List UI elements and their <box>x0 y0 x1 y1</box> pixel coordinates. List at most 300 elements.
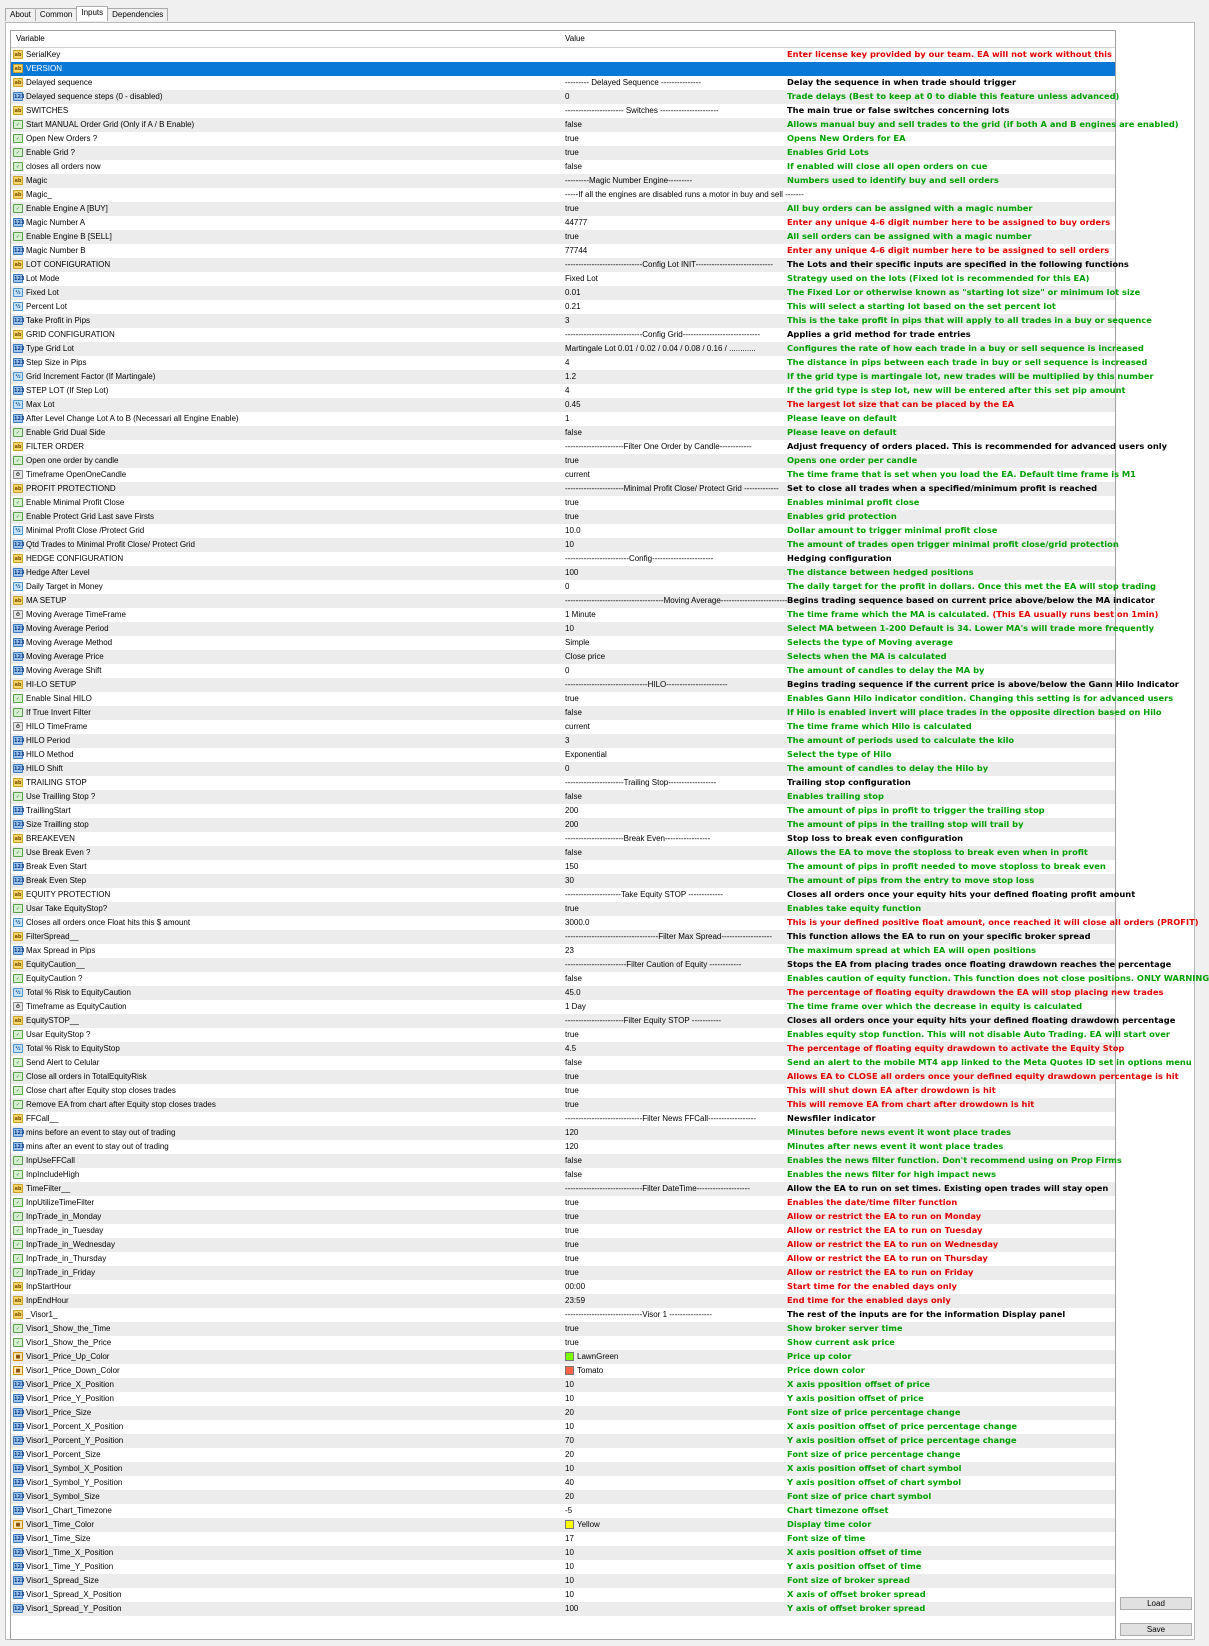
value-cell[interactable] <box>565 358 569 367</box>
value-cell[interactable] <box>565 1534 574 1543</box>
annotation-note: Delay the sequence in when trade should trigger <box>787 77 1017 87</box>
table-row[interactable] <box>11 300 1115 314</box>
table-row[interactable] <box>11 272 1115 286</box>
value-cell[interactable] <box>565 708 582 717</box>
table-row[interactable] <box>11 1322 1115 1336</box>
table-row[interactable] <box>11 1238 1115 1252</box>
table-row[interactable] <box>11 1462 1115 1476</box>
table-row[interactable] <box>11 314 1152 328</box>
value-cell[interactable] <box>565 610 596 619</box>
double-type-icon: ½ <box>13 582 23 591</box>
annotation-note: The amount of pips in the trailing stop will trail by <box>787 819 1024 829</box>
value-cell[interactable] <box>565 1114 756 1123</box>
value-cell[interactable] <box>565 960 741 969</box>
value-cell[interactable] <box>565 414 569 423</box>
value-cell[interactable] <box>565 638 589 647</box>
value-cell[interactable] <box>565 204 579 213</box>
table-row[interactable] <box>11 1574 1115 1588</box>
integer-type-icon: 123 <box>14 948 25 954</box>
value-cell[interactable] <box>565 134 579 143</box>
value-cell[interactable] <box>565 372 576 381</box>
table-row[interactable] <box>11 1350 1115 1364</box>
table-row[interactable] <box>11 1182 1115 1196</box>
table-row[interactable] <box>11 468 1136 482</box>
table-row[interactable] <box>11 636 1115 650</box>
table-row[interactable] <box>11 1042 1125 1056</box>
value-cell[interactable] <box>565 1310 712 1319</box>
variable-name: Moving Average TimeFrame <box>26 610 126 619</box>
table-row[interactable] <box>11 776 1115 790</box>
variable-name: InpTrade_in_Friday <box>26 1268 96 1277</box>
value-text: 23:59 <box>565 1296 586 1305</box>
value-cell[interactable] <box>565 946 574 955</box>
annotation-note: All buy orders can be assigned with a magic number <box>787 203 1033 213</box>
table-row[interactable] <box>11 1378 1115 1392</box>
table-row[interactable] <box>11 1196 1115 1210</box>
boolean-type-icon: ✓ <box>13 1198 23 1207</box>
inputs-grid <box>10 30 1209 1640</box>
value-cell[interactable] <box>565 1282 585 1291</box>
value-cell[interactable] <box>565 540 574 549</box>
value-cell[interactable] <box>565 260 773 269</box>
table-row[interactable] <box>11 1126 1115 1140</box>
value-cell[interactable] <box>565 232 579 241</box>
table-row[interactable] <box>11 874 1115 888</box>
value-cell[interactable] <box>565 1268 579 1277</box>
variable-name: Max Lot <box>26 400 55 409</box>
table-row[interactable] <box>11 916 1199 930</box>
variable-name: TRAILING STOP <box>26 778 87 787</box>
value-cell[interactable] <box>565 694 579 703</box>
value-cell[interactable] <box>565 1604 578 1613</box>
value-text: 0 <box>565 666 570 675</box>
table-row[interactable] <box>11 888 1136 902</box>
boolean-type-icon: ✓ <box>13 1240 23 1249</box>
table-row[interactable] <box>11 594 1155 608</box>
table-row[interactable] <box>11 1084 1115 1098</box>
annotation-note: This is your defined positive float amount, once reached it will close all orders (PROFIT) <box>787 917 1199 927</box>
value-cell[interactable] <box>565 1366 603 1375</box>
value-cell[interactable] <box>565 302 581 311</box>
value-cell[interactable] <box>565 652 605 661</box>
table-row[interactable] <box>11 412 1115 426</box>
value-cell[interactable] <box>565 1212 579 1221</box>
table-row[interactable] <box>11 720 1115 734</box>
value-cell[interactable] <box>565 1170 582 1179</box>
variable-name: Enable Minimal Profit Close <box>26 498 125 507</box>
table-row[interactable] <box>11 1476 1115 1490</box>
value-cell[interactable] <box>565 1072 579 1081</box>
table-row[interactable] <box>11 1336 1115 1350</box>
table-row[interactable] <box>11 496 1115 510</box>
value-cell[interactable] <box>565 848 582 857</box>
save-button[interactable]: Save <box>1120 1623 1192 1636</box>
table-row[interactable] <box>11 454 1115 468</box>
column-header-variable[interactable]: Variable <box>16 34 45 43</box>
variable-name: InpStartHour <box>26 1282 72 1291</box>
annotation-note: The percentage of floating equity drawdown to activate the Equity Stop <box>787 1043 1125 1053</box>
table-row[interactable] <box>11 930 1115 944</box>
value-cell[interactable] <box>565 764 569 773</box>
value-text: 1.2 <box>565 372 577 381</box>
table-row[interactable] <box>11 580 1156 594</box>
value-cell[interactable] <box>565 1002 586 1011</box>
annotation-note: The amount of pips from the entry to move stop loss <box>787 875 1035 885</box>
integer-type-icon: 123 <box>14 1508 25 1514</box>
double-type-icon: ½ <box>13 372 23 381</box>
table-row[interactable] <box>11 1448 1115 1462</box>
table-row[interactable] <box>11 1588 1115 1602</box>
integer-type-icon: 123 <box>14 1494 25 1500</box>
value-cell[interactable] <box>565 1142 578 1151</box>
value-cell[interactable] <box>565 1044 576 1053</box>
table-row[interactable] <box>11 860 1115 874</box>
table-row[interactable] <box>11 678 1179 692</box>
value-cell[interactable] <box>565 778 716 787</box>
table-row[interactable] <box>11 622 1155 636</box>
value-cell[interactable] <box>565 120 582 129</box>
value-cell[interactable] <box>565 596 787 605</box>
timeframe-type-icon: ⏱ <box>13 470 23 479</box>
table-row[interactable] <box>11 1028 1170 1042</box>
value-cell[interactable] <box>565 428 582 437</box>
table-row[interactable] <box>11 692 1174 706</box>
value-text: false <box>565 848 582 857</box>
table-row[interactable] <box>11 944 1115 958</box>
value-cell[interactable] <box>565 1296 585 1305</box>
table-row[interactable] <box>11 104 1115 118</box>
value-cell[interactable] <box>565 904 579 913</box>
value-cell[interactable] <box>565 246 587 255</box>
value-cell[interactable] <box>565 1422 574 1431</box>
value-cell[interactable] <box>565 400 581 409</box>
table-row[interactable] <box>11 804 1115 818</box>
table-row[interactable] <box>11 1112 1115 1126</box>
value-cell[interactable] <box>565 876 574 885</box>
annotation-note: Closes all orders once your equity hits your defined floating drawdown percentage <box>787 1015 1176 1025</box>
integer-type-icon: 123 <box>14 1130 25 1136</box>
value-cell[interactable] <box>565 680 728 689</box>
table-row[interactable] <box>11 1014 1176 1028</box>
value-cell[interactable] <box>565 624 574 633</box>
value-cell[interactable] <box>565 1184 750 1193</box>
value-cell[interactable] <box>565 1100 579 1109</box>
value-text: true <box>565 904 579 913</box>
value-cell[interactable] <box>565 1408 574 1417</box>
value-cell[interactable] <box>565 274 598 283</box>
table-row[interactable] <box>11 90 1120 104</box>
variable-name: InpEndHour <box>26 1296 69 1305</box>
table-row[interactable] <box>11 734 1115 748</box>
value-cell[interactable] <box>565 806 578 815</box>
table-row[interactable] <box>11 370 1154 384</box>
value-cell[interactable] <box>565 512 579 521</box>
tab-common[interactable]: Common <box>35 8 77 21</box>
value-text: true <box>565 1254 579 1263</box>
value-cell[interactable] <box>565 1590 574 1599</box>
value-cell[interactable] <box>565 1464 574 1473</box>
table-row[interactable] <box>11 342 1144 356</box>
value-cell[interactable] <box>565 862 578 871</box>
variable-name: Step Size in Pips <box>26 358 87 367</box>
table-row[interactable] <box>11 286 1141 300</box>
value-text: Close price <box>565 652 606 661</box>
value-cell[interactable] <box>565 1016 721 1025</box>
variable-name: Close all orders in TotalEquityRisk <box>26 1072 147 1081</box>
table-row[interactable] <box>11 132 1115 146</box>
table-row[interactable] <box>11 790 1115 804</box>
annotation-note <box>787 609 1158 619</box>
table-row[interactable] <box>11 1406 1115 1420</box>
variable-name: Visor1_Time_Size <box>26 1534 91 1543</box>
table-row[interactable] <box>11 76 1115 90</box>
value-cell[interactable] <box>565 1086 579 1095</box>
value-cell[interactable] <box>565 162 582 171</box>
value-cell[interactable] <box>565 442 752 451</box>
value-cell[interactable] <box>565 1240 579 1249</box>
table-row[interactable] <box>11 244 1115 258</box>
value-text: ---------------------Take Equity STOP ------------- <box>565 890 723 899</box>
table-row[interactable] <box>11 426 1115 440</box>
table-row[interactable] <box>11 818 1115 832</box>
table-row[interactable] <box>11 188 1115 202</box>
value-cell[interactable] <box>565 1352 618 1361</box>
annotation-note: The distance in pips between each trade in buy or sell sequence is increased <box>787 357 1148 367</box>
table-row[interactable] <box>11 1420 1115 1434</box>
value-cell[interactable] <box>565 582 569 591</box>
variable-name: Moving Average Method <box>26 638 113 647</box>
table-row[interactable] <box>11 972 1209 986</box>
table-row[interactable] <box>11 664 1115 678</box>
value-cell[interactable] <box>565 106 719 115</box>
table-row[interactable] <box>11 762 1115 776</box>
table-row[interactable] <box>11 958 1172 972</box>
value-text: 10 <box>565 1590 574 1599</box>
value-cell[interactable] <box>565 1394 574 1403</box>
value-cell[interactable] <box>565 974 582 983</box>
table-row[interactable] <box>11 538 1119 552</box>
table-row[interactable] <box>11 846 1115 860</box>
value-cell[interactable] <box>565 1492 574 1501</box>
value-cell[interactable] <box>565 1478 574 1487</box>
table-row[interactable] <box>11 608 1159 622</box>
variable-name: _Visor1_ <box>26 1310 58 1319</box>
value-cell[interactable] <box>565 456 579 465</box>
table-row[interactable] <box>11 986 1164 1000</box>
value-cell[interactable] <box>565 1156 582 1165</box>
value-cell[interactable] <box>565 176 692 185</box>
value-text: 0.45 <box>565 400 581 409</box>
value-cell[interactable] <box>565 666 569 675</box>
value-cell[interactable] <box>565 218 587 227</box>
value-cell[interactable] <box>565 890 723 899</box>
table-row[interactable] <box>11 1210 1115 1224</box>
table-row[interactable] <box>11 328 1115 342</box>
table-row[interactable] <box>11 1280 1115 1294</box>
value-cell[interactable] <box>565 1324 579 1333</box>
value-cell[interactable] <box>565 288 581 297</box>
value-text: -------------------------------------Moving Average------------------------- <box>565 596 788 605</box>
annotation-note: The amount of pips in profit needed to move stoploss to break even <box>787 861 1106 871</box>
value-cell[interactable] <box>565 1520 600 1529</box>
variable-name: Size Trailling stop <box>26 820 89 829</box>
value-cell[interactable] <box>565 1436 574 1445</box>
table-row[interactable] <box>11 832 1115 846</box>
table-row[interactable] <box>11 1602 1115 1616</box>
value-cell[interactable] <box>565 92 569 101</box>
table-row[interactable] <box>11 1168 1115 1182</box>
table-row[interactable] <box>11 1518 1115 1532</box>
value-cell[interactable] <box>565 1506 572 1515</box>
annotation-note: Font size of price percentage change <box>787 1407 961 1417</box>
string-type-icon: ab <box>14 1312 22 1318</box>
value-cell[interactable] <box>565 1380 574 1389</box>
value-cell[interactable] <box>565 470 590 479</box>
table-row[interactable] <box>11 1560 1115 1574</box>
table-row[interactable] <box>11 1070 1179 1084</box>
table-row[interactable] <box>11 216 1115 230</box>
table-row[interactable] <box>11 174 1115 188</box>
table-row[interactable] <box>11 1504 1115 1518</box>
table-row[interactable] <box>11 398 1115 412</box>
value-cell[interactable] <box>565 750 607 759</box>
value-cell[interactable] <box>565 988 581 997</box>
value-cell[interactable] <box>565 834 710 843</box>
table-row[interactable] <box>11 258 1129 272</box>
variable-name: TimeFilter__ <box>26 1184 71 1193</box>
table-row[interactable] <box>11 62 1115 76</box>
table-row[interactable] <box>11 1266 1115 1280</box>
table-row[interactable] <box>11 1224 1115 1238</box>
value-cell[interactable] <box>565 1198 579 1207</box>
table-row[interactable] <box>11 524 1115 538</box>
table-row[interactable] <box>11 552 1115 566</box>
value-cell[interactable] <box>565 932 772 941</box>
value-cell[interactable] <box>565 484 779 493</box>
variable-name: Visor1_Price_Size <box>26 1408 92 1417</box>
tab-inputs[interactable]: Inputs <box>76 6 108 21</box>
value-cell[interactable] <box>565 568 578 577</box>
value-text: true <box>565 1100 579 1109</box>
tab-dependencies[interactable]: Dependencies <box>107 8 168 21</box>
table-row[interactable] <box>11 650 1115 664</box>
value-cell[interactable] <box>565 190 804 199</box>
value-cell[interactable] <box>565 1226 579 1235</box>
value-text: Fixed Lot <box>565 274 598 283</box>
value-cell[interactable] <box>565 1562 574 1571</box>
table-row[interactable] <box>11 118 1179 132</box>
value-cell[interactable] <box>565 386 569 395</box>
value-cell[interactable] <box>565 330 760 339</box>
table-row[interactable] <box>11 1364 1115 1378</box>
table-row[interactable] <box>11 1098 1115 1112</box>
table-row[interactable] <box>11 1392 1115 1406</box>
table-row[interactable] <box>11 1490 1115 1504</box>
table-row[interactable] <box>11 1434 1115 1448</box>
table-row[interactable] <box>11 1294 1115 1308</box>
value-text: current <box>565 722 590 731</box>
table-row[interactable] <box>11 1532 1115 1546</box>
table-row[interactable] <box>11 1154 1122 1168</box>
value-cell[interactable] <box>565 1548 574 1557</box>
table-row[interactable] <box>11 146 1115 160</box>
value-cell[interactable] <box>565 792 582 801</box>
variable-name: Visor1_Porcent_Y_Position <box>26 1436 124 1445</box>
column-header-value[interactable]: Value <box>565 34 585 43</box>
table-row[interactable] <box>11 510 1115 524</box>
value-cell[interactable] <box>565 1338 579 1347</box>
variable-name: Usar Take EquityStop? <box>26 904 108 913</box>
table-row[interactable] <box>11 160 1115 174</box>
table-row[interactable] <box>11 1000 1115 1014</box>
variable-name: PROFIT PROTECTIOND <box>26 484 116 493</box>
tab-about[interactable]: About <box>5 8 36 21</box>
table-row[interactable] <box>11 566 1115 580</box>
table-row[interactable] <box>11 1056 1192 1070</box>
integer-type-icon: 123 <box>14 752 25 758</box>
value-cell[interactable] <box>565 1254 579 1263</box>
table-row[interactable] <box>11 1308 1115 1322</box>
value-cell[interactable] <box>565 526 581 535</box>
value-cell[interactable] <box>565 554 713 563</box>
table-row[interactable] <box>11 356 1148 370</box>
load-button[interactable]: Load <box>1120 1597 1192 1610</box>
annotation-note: Selects when the MA is calculated <box>787 651 947 661</box>
table-row[interactable] <box>11 384 1126 398</box>
value-cell[interactable] <box>565 918 589 927</box>
table-row[interactable] <box>11 1252 1115 1266</box>
boolean-type-icon: ✓ <box>13 148 23 157</box>
table-row[interactable] <box>11 202 1115 216</box>
value-cell[interactable] <box>565 722 590 731</box>
value-cell[interactable] <box>565 148 579 157</box>
value-cell[interactable] <box>565 820 578 829</box>
value-cell[interactable] <box>565 1128 578 1137</box>
value-cell[interactable] <box>565 1030 579 1039</box>
value-cell[interactable] <box>565 316 569 325</box>
table-row[interactable] <box>11 440 1168 454</box>
string-type-icon: ab <box>14 556 22 562</box>
string-type-icon: ab <box>14 66 22 72</box>
table-row[interactable] <box>11 482 1115 496</box>
variable-name: Visor1_Chart_Timezone <box>26 1506 112 1515</box>
annotation-note: Allow or restrict the EA to run on Friday <box>787 1267 974 1277</box>
value-text: false <box>565 162 582 171</box>
value-cell[interactable] <box>565 1450 574 1459</box>
string-type-icon: ab <box>14 1018 22 1024</box>
value-text: 120 <box>565 1128 579 1137</box>
value-text: 100 <box>565 1604 579 1613</box>
string-type-icon: ab <box>14 780 22 786</box>
table-row[interactable] <box>11 48 1115 62</box>
value-cell[interactable] <box>565 736 569 745</box>
variable-name: InpTrade_in_Monday <box>26 1212 102 1221</box>
table-row[interactable] <box>11 1140 1115 1154</box>
value-cell[interactable] <box>565 344 756 353</box>
table-row[interactable] <box>11 1546 1115 1560</box>
table-row[interactable] <box>11 706 1162 720</box>
table-row[interactable] <box>11 902 1115 916</box>
value-cell[interactable] <box>565 78 701 87</box>
value-cell[interactable] <box>565 498 579 507</box>
boolean-type-icon: ✓ <box>13 1100 23 1109</box>
value-cell[interactable] <box>565 1058 582 1067</box>
variable-name: Qtd Trades to Minimal Profit Close/ Protect Grid <box>26 540 195 549</box>
table-row[interactable] <box>11 230 1115 244</box>
table-row[interactable] <box>11 748 1115 762</box>
value-cell[interactable] <box>565 1576 574 1585</box>
string-type-icon: ab <box>14 108 22 114</box>
